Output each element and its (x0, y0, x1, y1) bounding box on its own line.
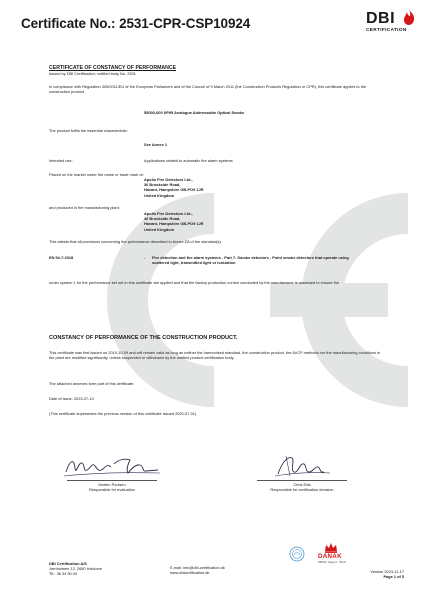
danak-logo (318, 542, 346, 564)
supersedes-text: (This certificate supersedes the previous version of this certificate issued 2020-07-01) (49, 411, 197, 416)
annex-reference: See Annex 1 (144, 142, 167, 147)
placed-on-market-text: Placed on the market under the name or trade mark of: (49, 172, 144, 177)
danak-word: DANAK (318, 553, 342, 560)
product-name: 55000-600 XP95 Analogue Addressable Optical Smoke (144, 110, 245, 115)
version-text: Version 2023-11-17 (370, 569, 404, 574)
signatory-name: Chris Ellis (293, 482, 311, 487)
intended-use-value: Applications related to automatic fire alarm systems (144, 158, 233, 163)
address-line: Havant, Hampshire GB-PO9 1JR (144, 221, 204, 227)
signature-chris-ellis (272, 452, 332, 480)
footer-version (356, 569, 404, 579)
plant-address (144, 211, 203, 232)
address-line: Havant, Hampshire GB-PO9 1JR (144, 187, 204, 193)
logo-subtitle: CERTIFICATION (366, 28, 407, 33)
address-line: 36 Brookside Road, (144, 182, 181, 188)
logo-word: DBI (366, 10, 396, 27)
standard-code: EN 54-7:2018 (49, 255, 74, 260)
system-text: under system 1 for the performance set out in this certificate are applied and that the factory production control conducted by the manufacturer is assessed to ensure the (49, 280, 340, 285)
validity-text: This certificate was first issued on 2019-10-09 and will remain valid as long as neither the harmonised standard, the construction product, the AVCP methods nor the manufacturing conditions in the plant are modified significantly, unless suspended or withdrawn by the notified product certification body. (49, 350, 381, 361)
produced-text: and produced in the manufacturing plant: (49, 205, 120, 210)
footer-email: E-mail: info@dbi-certification.dk (170, 565, 225, 570)
intro-paragraph: In compliance with Regulation 305/2011/EU of the European Parliament and of the Council of 9 March 2011 (the Construction Products Regulation or CPR), this certificate applies to the construction product (49, 84, 367, 95)
certificate-number: Certificate No.: 2531-CPR-CSP10924 (21, 16, 251, 31)
section-heading: CERTIFICATE OF CONSTANCY OF PERFORMANCE (49, 65, 177, 71)
address-line: Apollo Fire Detectors Ltd., (144, 177, 193, 182)
fulfils-text: The product fulfils the essential characteristic: (49, 128, 128, 133)
attests-text: This attests that all provisions concerning the performance described in Annex ZA of the standard(s) (49, 239, 221, 244)
footer-website: www.dbicertification.dk (170, 570, 210, 576)
footer-line: DBI Certification A/S (49, 561, 87, 566)
manufacturer-address (144, 177, 203, 198)
danak-registration: PROD. Reg.nr. 7010 (318, 560, 346, 564)
address-line: United Kingdom (144, 192, 175, 198)
constancy-heading: CONSTANCY OF PERFORMANCE OF THE CONSTRUCTION PRODUCT. (49, 335, 238, 341)
signature-line (257, 480, 347, 481)
page-number: Page 1 of 5 (383, 574, 404, 580)
signatory-role: Responsible for evaluation (89, 487, 135, 492)
attached-annexes-text: The attached annexes form part of this certificate. (49, 381, 135, 386)
dbi-certification-logo (366, 10, 416, 33)
address-line: 36 Brookside Road, (144, 216, 181, 222)
signature-line (67, 480, 157, 481)
standard-dash: - (144, 255, 146, 260)
signatory-role: Responsible for certification decision (270, 487, 334, 492)
intended-use-label: Intended use: (49, 158, 73, 163)
signatory-name: Morten Poulsen (98, 482, 126, 487)
date-of-issue: Date of issue: 2023-07-14 (49, 396, 94, 401)
address-line: United Kingdom (144, 226, 175, 232)
iaf-accreditation-icon (289, 546, 305, 562)
standard-title: Fire detection and fire alarm systems - Part 7: Smoke detectors - Point smoke detectors that operate using scattered light, transmitted light or ionization (152, 255, 349, 266)
footer-line: Tlf.: 36 34 90 00 (49, 571, 78, 577)
footer-company (49, 561, 102, 577)
crown-icon (324, 542, 338, 553)
footer-contact (170, 565, 225, 575)
address-line: Apollo Fire Detectors Ltd., (144, 211, 193, 216)
footer-line: Jernholmen 12, 2650 Hvidovre (49, 566, 102, 572)
flame-icon (402, 9, 416, 25)
issued-by: Issued by DBI Certification, notified body No. 2531 (49, 71, 136, 76)
signature-morten-poulsen (62, 450, 162, 482)
